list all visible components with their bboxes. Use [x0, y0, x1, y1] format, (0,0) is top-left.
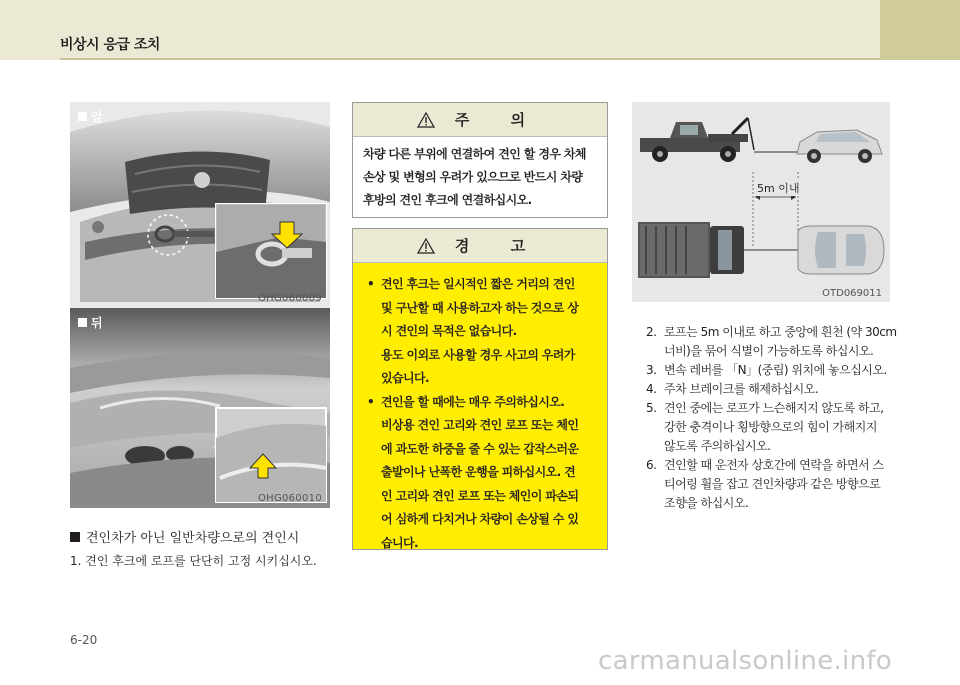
front-tow-hook-photo — [70, 102, 330, 308]
warning-line: 견인 후크는 일시적인 짧은 거리의 견인 — [381, 277, 575, 291]
step-line: 변속 레버를 「N」(중립) 위치에 놓으십시오. — [664, 363, 887, 377]
step-number: 3. — [646, 363, 657, 377]
rear-tow-hook-photo — [70, 308, 330, 508]
step-line: 않도록 주의하십시오. — [664, 439, 771, 453]
list-item — [646, 361, 906, 380]
step-number: 4. — [646, 382, 657, 396]
step-number: 6. — [646, 458, 657, 472]
front-photo-code: OHG060009 — [257, 293, 322, 304]
step-line: 견인할 때 운전자 상호간에 연락을 하면서 스 — [664, 458, 884, 472]
warning-triangle-icon — [417, 238, 435, 254]
towing-steps-list — [646, 323, 906, 513]
list-item — [646, 399, 906, 456]
tow-truck-diagram — [632, 102, 890, 302]
distance-label: 5m 이내 — [757, 182, 800, 195]
warning-box — [352, 228, 608, 550]
front-label: 앞 — [78, 108, 103, 125]
warning-bullet — [367, 273, 597, 391]
warning-line: 시 견인의 목적은 없습니다. — [381, 324, 517, 338]
step-line: 강한 충격이나 횡방향으로의 힘이 가해지지 — [664, 420, 877, 434]
warning-header — [353, 229, 607, 263]
warning-line: 인 고리와 견인 로프 또는 체인이 파손되 — [381, 488, 579, 503]
caution-text — [353, 137, 607, 218]
warning-line: 용도 이외로 사용할 경우 사고의 우려가 — [381, 347, 575, 362]
step-line: 로프는 5m 이내로 하고 중앙에 흰천 (약 30cm — [664, 325, 897, 339]
square-bullet-icon — [78, 112, 87, 121]
warning-title: 경 고 — [454, 237, 544, 255]
warning-line: 출발이나 난폭한 운행을 피하십시오. 견 — [381, 465, 576, 479]
tow-truck-top — [638, 222, 744, 278]
square-bullet-icon — [78, 318, 87, 327]
step-number: 2. — [646, 325, 657, 339]
towing-section-heading: 견인차가 아닌 일반차량으로의 견인시 — [70, 527, 299, 546]
list-item — [646, 456, 906, 513]
caution-line: 후방의 견인 후크에 연결하십시오. — [363, 193, 532, 207]
step-line: 티어링 휠을 잡고 견인차량과 같은 방향으로 — [664, 477, 881, 491]
step-1: 1. 견인 후크에 로프를 단단히 고정 시키십시오. — [70, 554, 317, 568]
warning-text — [353, 263, 607, 555]
rear-car-illustration — [70, 308, 330, 508]
caution-line: 차량 다른 부위에 연결하여 견인 할 경우 차체 — [363, 147, 586, 161]
warning-line: 있습니다. — [381, 371, 429, 385]
step-line: 너비)을 묶어 식별이 가능하도록 하십시오. — [664, 344, 874, 358]
caution-title: 주 의 — [454, 111, 544, 129]
warning-line: 에 과도한 하중을 줄 수 있는 갑작스러운 — [381, 441, 579, 456]
warning-bullet — [367, 391, 597, 556]
warning-line: 비상용 견인 고리와 견인 로프 또는 체인 — [381, 418, 579, 432]
caution-header — [353, 103, 607, 137]
header-line — [60, 58, 880, 60]
list-item — [646, 380, 906, 399]
step-line: 견인 중에는 로프가 느슨해지지 않도록 하고, — [664, 401, 884, 415]
towed-car-top — [798, 226, 884, 274]
list-item — [646, 323, 906, 361]
front-car-illustration — [70, 102, 330, 308]
section-title: 비상시 응급 조치 — [60, 37, 160, 53]
rear-photo-code: OHG060010 — [257, 493, 322, 504]
caution-line: 손상 및 변형의 우려가 있으므로 반드시 차량 — [363, 170, 583, 184]
header-accent — [880, 0, 960, 60]
warning-triangle-icon — [417, 112, 435, 128]
page-number: 6-20 — [70, 633, 98, 647]
caution-box — [352, 102, 608, 218]
step-line: 조향을 하십시오. — [664, 496, 749, 510]
towing-distance-diagram — [632, 102, 890, 302]
watermark: carmanualsonline.info — [598, 646, 893, 676]
step-number: 5. — [646, 401, 657, 415]
warning-line: 습니다. — [381, 535, 418, 550]
square-bullet-icon — [70, 532, 80, 542]
diagram-code: OTD069011 — [822, 288, 882, 299]
bullet-marker: • — [367, 277, 375, 291]
step-line: 주차 브레이크를 해제하십시오. — [664, 382, 819, 396]
bullet-marker: • — [367, 394, 375, 409]
rear-label: 뒤 — [78, 314, 103, 331]
warning-line: 및 구난할 때 사용하고자 하는 것으로 상 — [381, 300, 579, 315]
warning-line: 견인을 할 때에는 매우 주의하십시오. — [381, 394, 565, 409]
warning-line: 어 심하게 다치거나 차량이 손상될 수 있 — [381, 512, 579, 526]
